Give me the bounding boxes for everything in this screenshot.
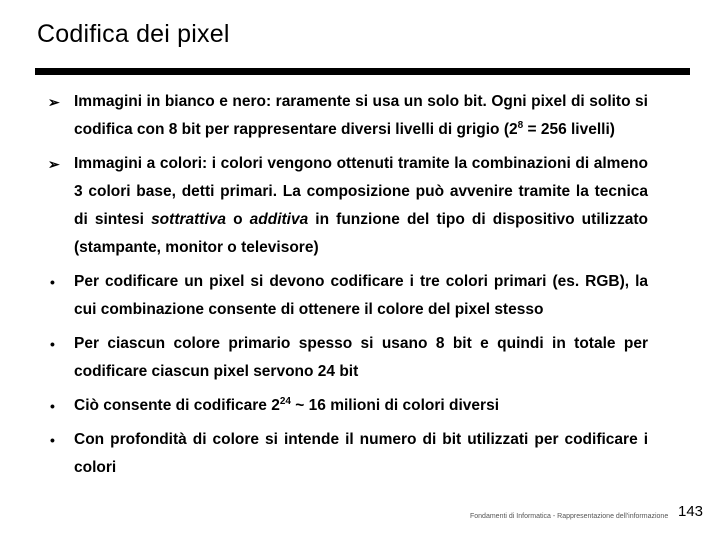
arrow-bullet-icon: ➢	[48, 156, 60, 172]
exponent: 8	[517, 119, 524, 131]
item-text: Ciò consente di codificare 2	[74, 397, 280, 414]
slide-content	[48, 88, 648, 488]
list-item	[48, 88, 648, 144]
page-title: Codifica dei pixel	[37, 20, 230, 48]
item-text: ~ 16 milioni di colori diversi	[290, 397, 500, 414]
page-number: 143	[678, 503, 704, 520]
dot-bullet-icon: •	[50, 432, 55, 448]
list-item	[48, 330, 648, 386]
item-text: Per ciascun colore primario spesso si usano 8 bit e quindi in totale per codificare ciascun pixel servono 24 bit	[74, 335, 648, 380]
list-item	[48, 150, 648, 262]
list-item	[48, 268, 648, 324]
item-text: = 256 livelli)	[523, 121, 615, 138]
exponent: 24	[279, 395, 291, 407]
title-rule	[35, 68, 690, 75]
italic-term: additiva	[249, 211, 309, 228]
arrow-bullet-icon: ➢	[48, 94, 60, 110]
dot-bullet-icon: •	[50, 336, 55, 352]
item-text: in funzione del tipo di dispositivo utilizzato (stampante, monitor o televisore)	[74, 211, 648, 256]
list-item	[48, 392, 648, 420]
item-text: o	[226, 211, 250, 228]
item-text: Con profondità di colore si intende il numero di bit utilizzati per codificare i colori	[74, 431, 648, 476]
item-text: Per codificare un pixel si devono codificare i tre colori primari (es. RGB), la cui combinazione consente di ottenere il colore del pixel stesso	[74, 273, 648, 318]
item-text: Immagini in bianco e nero: raramente si usa un solo bit. Ogni pixel di solito si codifica con 8 bit per rappresentare diversi livelli di grigio (2	[74, 93, 648, 138]
item-text: Immagini a colori: i colori vengono ottenuti tramite la combinazioni di almeno 3 colori base, detti primari. La composizione può avvenire tramite la tecnica di sintesi	[74, 155, 648, 228]
list-item	[48, 426, 648, 482]
italic-term: sottrattiva	[151, 211, 226, 228]
dot-bullet-icon: •	[50, 274, 55, 290]
dot-bullet-icon: •	[50, 398, 55, 414]
footer-note: Fondamenti di Informatica - Rappresentazione dell'informazione	[470, 513, 669, 520]
